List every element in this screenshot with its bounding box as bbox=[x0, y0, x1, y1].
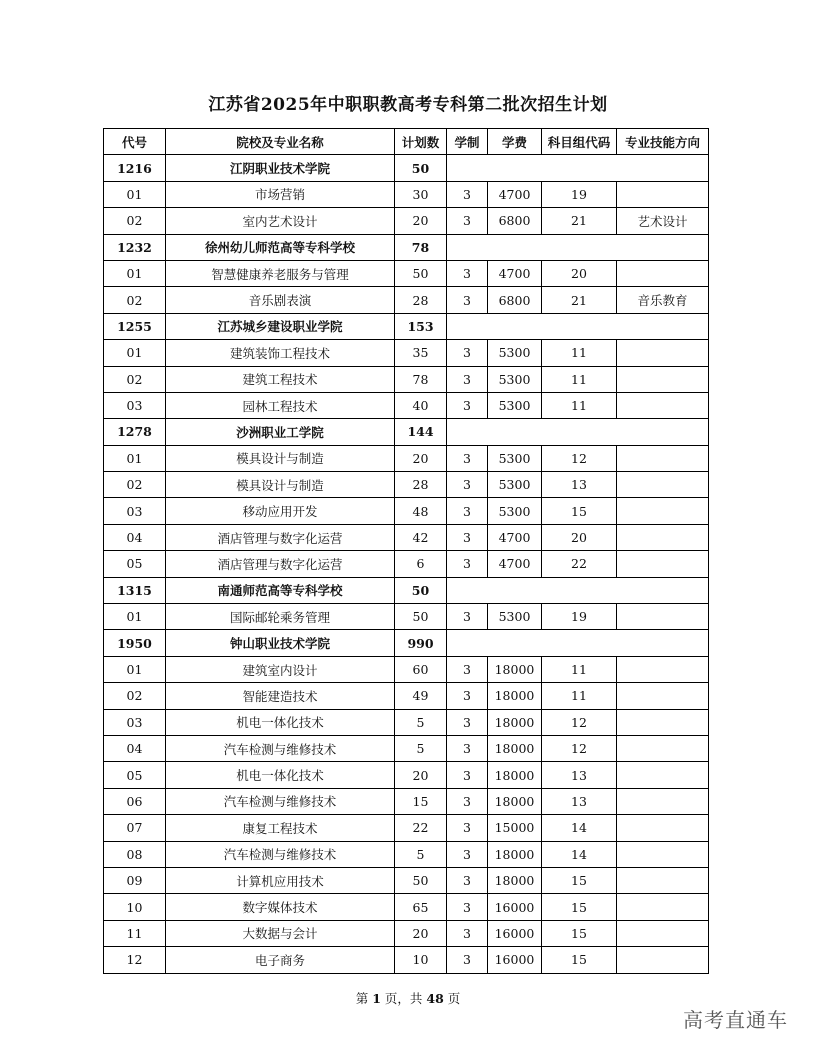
major-fee: 16000 bbox=[488, 894, 542, 920]
header-group: 科目组代码 bbox=[542, 129, 617, 155]
major-plan: 28 bbox=[395, 472, 447, 498]
major-skill bbox=[617, 472, 709, 498]
major-years: 3 bbox=[447, 867, 488, 893]
major-row bbox=[104, 340, 709, 366]
major-years: 3 bbox=[447, 788, 488, 814]
major-group: 19 bbox=[542, 181, 617, 207]
header-years: 学制 bbox=[447, 129, 488, 155]
major-plan: 49 bbox=[395, 683, 447, 709]
school-row bbox=[104, 630, 709, 656]
major-name: 机电一体化技术 bbox=[166, 709, 395, 735]
major-code: 04 bbox=[104, 524, 166, 550]
major-row bbox=[104, 656, 709, 682]
major-skill bbox=[617, 894, 709, 920]
major-fee: 18000 bbox=[488, 762, 542, 788]
major-plan: 50 bbox=[395, 867, 447, 893]
major-skill bbox=[617, 735, 709, 761]
major-fee: 18000 bbox=[488, 788, 542, 814]
school-name: 钟山职业技术学院 bbox=[166, 630, 395, 656]
major-group: 21 bbox=[542, 287, 617, 313]
major-plan: 20 bbox=[395, 208, 447, 234]
footer-middle: 页，共 bbox=[380, 991, 427, 1006]
major-years: 3 bbox=[447, 604, 488, 630]
major-group: 20 bbox=[542, 260, 617, 286]
major-years: 3 bbox=[447, 524, 488, 550]
major-skill: 音乐教育 bbox=[617, 287, 709, 313]
major-row bbox=[104, 208, 709, 234]
major-fee: 4700 bbox=[488, 524, 542, 550]
major-row bbox=[104, 366, 709, 392]
major-name: 智能建造技术 bbox=[166, 683, 395, 709]
major-plan: 60 bbox=[395, 656, 447, 682]
major-code: 01 bbox=[104, 260, 166, 286]
major-years: 3 bbox=[447, 762, 488, 788]
major-name: 建筑工程技术 bbox=[166, 366, 395, 392]
major-group: 15 bbox=[542, 920, 617, 946]
table-header-row bbox=[104, 129, 709, 155]
major-fee: 5300 bbox=[488, 366, 542, 392]
major-name: 酒店管理与数字化运营 bbox=[166, 524, 395, 550]
major-row bbox=[104, 867, 709, 893]
major-code: 05 bbox=[104, 762, 166, 788]
header-plan: 计划数 bbox=[395, 129, 447, 155]
footer-page-number: 1 bbox=[372, 991, 381, 1006]
school-row-blank bbox=[447, 419, 709, 445]
major-plan: 78 bbox=[395, 366, 447, 392]
major-fee: 18000 bbox=[488, 867, 542, 893]
major-code: 01 bbox=[104, 340, 166, 366]
major-years: 3 bbox=[447, 260, 488, 286]
major-group: 14 bbox=[542, 841, 617, 867]
major-row bbox=[104, 445, 709, 471]
major-group: 22 bbox=[542, 551, 617, 577]
major-group: 15 bbox=[542, 894, 617, 920]
major-skill bbox=[617, 445, 709, 471]
major-fee: 5300 bbox=[488, 498, 542, 524]
major-row bbox=[104, 788, 709, 814]
major-row bbox=[104, 709, 709, 735]
major-name: 园林工程技术 bbox=[166, 392, 395, 418]
major-row bbox=[104, 472, 709, 498]
major-row bbox=[104, 604, 709, 630]
enrollment-plan-table bbox=[103, 128, 709, 974]
major-skill: 艺术设计 bbox=[617, 208, 709, 234]
major-plan: 28 bbox=[395, 287, 447, 313]
school-plan: 50 bbox=[395, 155, 447, 181]
major-skill bbox=[617, 181, 709, 207]
major-row bbox=[104, 498, 709, 524]
major-group: 11 bbox=[542, 340, 617, 366]
major-name: 国际邮轮乘务管理 bbox=[166, 604, 395, 630]
school-plan: 50 bbox=[395, 577, 447, 603]
major-fee: 18000 bbox=[488, 841, 542, 867]
major-fee: 6800 bbox=[488, 287, 542, 313]
header-code: 代号 bbox=[104, 129, 166, 155]
school-row-blank bbox=[447, 630, 709, 656]
major-years: 3 bbox=[447, 287, 488, 313]
major-code: 08 bbox=[104, 841, 166, 867]
major-plan: 20 bbox=[395, 445, 447, 471]
major-skill bbox=[617, 392, 709, 418]
major-years: 3 bbox=[447, 445, 488, 471]
major-group: 11 bbox=[542, 656, 617, 682]
school-row-blank bbox=[447, 313, 709, 339]
major-row bbox=[104, 735, 709, 761]
major-group: 20 bbox=[542, 524, 617, 550]
school-name: 南通师范高等专科学校 bbox=[166, 577, 395, 603]
major-skill bbox=[617, 815, 709, 841]
major-name: 计算机应用技术 bbox=[166, 867, 395, 893]
school-row bbox=[104, 234, 709, 260]
major-name: 机电一体化技术 bbox=[166, 762, 395, 788]
major-plan: 20 bbox=[395, 920, 447, 946]
major-name: 模具设计与制造 bbox=[166, 472, 395, 498]
major-row bbox=[104, 815, 709, 841]
major-years: 3 bbox=[447, 683, 488, 709]
major-plan: 42 bbox=[395, 524, 447, 550]
major-name: 汽车检测与维修技术 bbox=[166, 788, 395, 814]
school-row-blank bbox=[447, 155, 709, 181]
major-row bbox=[104, 920, 709, 946]
major-name: 康复工程技术 bbox=[166, 815, 395, 841]
major-plan: 48 bbox=[395, 498, 447, 524]
major-code: 01 bbox=[104, 656, 166, 682]
major-group: 12 bbox=[542, 735, 617, 761]
header-skill: 专业技能方向 bbox=[617, 129, 709, 155]
major-group: 13 bbox=[542, 762, 617, 788]
major-group: 12 bbox=[542, 445, 617, 471]
major-group: 21 bbox=[542, 208, 617, 234]
major-row bbox=[104, 551, 709, 577]
major-plan: 30 bbox=[395, 181, 447, 207]
major-code: 02 bbox=[104, 208, 166, 234]
school-name: 江苏城乡建设职业学院 bbox=[166, 313, 395, 339]
major-code: 11 bbox=[104, 920, 166, 946]
school-name: 徐州幼儿师范高等专科学校 bbox=[166, 234, 395, 260]
major-skill bbox=[617, 340, 709, 366]
major-years: 3 bbox=[447, 392, 488, 418]
major-years: 3 bbox=[447, 498, 488, 524]
major-code: 04 bbox=[104, 735, 166, 761]
major-row bbox=[104, 683, 709, 709]
major-code: 06 bbox=[104, 788, 166, 814]
school-code: 1315 bbox=[104, 577, 166, 603]
major-years: 3 bbox=[447, 551, 488, 577]
major-row bbox=[104, 524, 709, 550]
school-row bbox=[104, 419, 709, 445]
major-code: 12 bbox=[104, 947, 166, 973]
major-plan: 35 bbox=[395, 340, 447, 366]
major-skill bbox=[617, 709, 709, 735]
major-years: 3 bbox=[447, 472, 488, 498]
major-fee: 4700 bbox=[488, 551, 542, 577]
major-group: 11 bbox=[542, 683, 617, 709]
major-fee: 15000 bbox=[488, 815, 542, 841]
major-skill bbox=[617, 920, 709, 946]
major-code: 02 bbox=[104, 683, 166, 709]
major-name: 市场营销 bbox=[166, 181, 395, 207]
major-code: 02 bbox=[104, 287, 166, 313]
major-row bbox=[104, 392, 709, 418]
major-group: 13 bbox=[542, 472, 617, 498]
major-plan: 40 bbox=[395, 392, 447, 418]
major-row bbox=[104, 287, 709, 313]
major-group: 19 bbox=[542, 604, 617, 630]
major-code: 07 bbox=[104, 815, 166, 841]
major-code: 10 bbox=[104, 894, 166, 920]
major-years: 3 bbox=[447, 841, 488, 867]
major-plan: 22 bbox=[395, 815, 447, 841]
major-fee: 4700 bbox=[488, 181, 542, 207]
major-skill bbox=[617, 762, 709, 788]
major-plan: 10 bbox=[395, 947, 447, 973]
major-years: 3 bbox=[447, 366, 488, 392]
major-years: 3 bbox=[447, 208, 488, 234]
major-plan: 5 bbox=[395, 841, 447, 867]
major-years: 3 bbox=[447, 920, 488, 946]
major-fee: 18000 bbox=[488, 656, 542, 682]
major-name: 移动应用开发 bbox=[166, 498, 395, 524]
major-skill bbox=[617, 260, 709, 286]
major-group: 13 bbox=[542, 788, 617, 814]
major-years: 3 bbox=[447, 340, 488, 366]
major-fee: 5300 bbox=[488, 340, 542, 366]
school-row bbox=[104, 313, 709, 339]
school-plan: 144 bbox=[395, 419, 447, 445]
major-plan: 6 bbox=[395, 551, 447, 577]
major-name: 电子商务 bbox=[166, 947, 395, 973]
major-group: 11 bbox=[542, 366, 617, 392]
footer-suffix: 页 bbox=[443, 991, 461, 1006]
major-fee: 18000 bbox=[488, 683, 542, 709]
major-plan: 15 bbox=[395, 788, 447, 814]
major-code: 02 bbox=[104, 472, 166, 498]
major-skill bbox=[617, 683, 709, 709]
major-skill bbox=[617, 498, 709, 524]
major-years: 3 bbox=[447, 815, 488, 841]
major-group: 11 bbox=[542, 392, 617, 418]
major-fee: 16000 bbox=[488, 947, 542, 973]
major-skill bbox=[617, 524, 709, 550]
major-name: 大数据与会计 bbox=[166, 920, 395, 946]
footer-prefix: 第 bbox=[355, 991, 373, 1006]
major-fee: 5300 bbox=[488, 392, 542, 418]
school-code: 1255 bbox=[104, 313, 166, 339]
major-skill bbox=[617, 947, 709, 973]
major-fee: 5300 bbox=[488, 445, 542, 471]
major-group: 15 bbox=[542, 947, 617, 973]
major-fee: 5300 bbox=[488, 472, 542, 498]
major-years: 3 bbox=[447, 181, 488, 207]
school-plan: 990 bbox=[395, 630, 447, 656]
major-group: 15 bbox=[542, 498, 617, 524]
major-skill bbox=[617, 841, 709, 867]
major-name: 音乐剧表演 bbox=[166, 287, 395, 313]
major-skill bbox=[617, 788, 709, 814]
major-group: 14 bbox=[542, 815, 617, 841]
major-skill bbox=[617, 604, 709, 630]
major-group: 12 bbox=[542, 709, 617, 735]
major-code: 05 bbox=[104, 551, 166, 577]
major-code: 01 bbox=[104, 604, 166, 630]
school-code: 1278 bbox=[104, 419, 166, 445]
school-row-blank bbox=[447, 577, 709, 603]
major-years: 3 bbox=[447, 656, 488, 682]
major-plan: 5 bbox=[395, 709, 447, 735]
major-row bbox=[104, 947, 709, 973]
major-years: 3 bbox=[447, 709, 488, 735]
major-fee: 18000 bbox=[488, 735, 542, 761]
major-row bbox=[104, 260, 709, 286]
major-code: 02 bbox=[104, 366, 166, 392]
school-code: 1216 bbox=[104, 155, 166, 181]
major-name: 酒店管理与数字化运营 bbox=[166, 551, 395, 577]
major-name: 智慧健康养老服务与管理 bbox=[166, 260, 395, 286]
major-fee: 4700 bbox=[488, 260, 542, 286]
school-plan: 78 bbox=[395, 234, 447, 260]
major-skill bbox=[617, 366, 709, 392]
major-row bbox=[104, 181, 709, 207]
major-name: 建筑装饰工程技术 bbox=[166, 340, 395, 366]
major-code: 03 bbox=[104, 498, 166, 524]
major-name: 汽车检测与维修技术 bbox=[166, 735, 395, 761]
major-code: 01 bbox=[104, 445, 166, 471]
major-plan: 65 bbox=[395, 894, 447, 920]
page-title: 江苏省2025年中职职教高考专科第二批次招生计划 bbox=[208, 95, 608, 115]
major-code: 03 bbox=[104, 392, 166, 418]
school-name: 江阴职业技术学院 bbox=[166, 155, 395, 181]
header-name: 院校及专业名称 bbox=[166, 129, 395, 155]
major-fee: 16000 bbox=[488, 920, 542, 946]
major-row bbox=[104, 841, 709, 867]
school-row-blank bbox=[447, 234, 709, 260]
major-plan: 20 bbox=[395, 762, 447, 788]
major-fee: 18000 bbox=[488, 709, 542, 735]
major-years: 3 bbox=[447, 947, 488, 973]
major-skill bbox=[617, 656, 709, 682]
footer-total-pages: 48 bbox=[426, 991, 444, 1006]
school-code: 1232 bbox=[104, 234, 166, 260]
major-skill bbox=[617, 867, 709, 893]
school-row bbox=[104, 155, 709, 181]
major-name: 数字媒体技术 bbox=[166, 894, 395, 920]
major-code: 09 bbox=[104, 867, 166, 893]
school-plan: 153 bbox=[395, 313, 447, 339]
major-name: 室内艺术设计 bbox=[166, 208, 395, 234]
major-name: 汽车检测与维修技术 bbox=[166, 841, 395, 867]
major-name: 建筑室内设计 bbox=[166, 656, 395, 682]
major-plan: 50 bbox=[395, 260, 447, 286]
school-code: 1950 bbox=[104, 630, 166, 656]
major-fee: 6800 bbox=[488, 208, 542, 234]
watermark: 高考直通车 bbox=[683, 1008, 788, 1032]
major-plan: 5 bbox=[395, 735, 447, 761]
school-row bbox=[104, 577, 709, 603]
major-name: 模具设计与制造 bbox=[166, 445, 395, 471]
header-fee: 学费 bbox=[488, 129, 542, 155]
major-fee: 5300 bbox=[488, 604, 542, 630]
major-row bbox=[104, 762, 709, 788]
school-name: 沙洲职业工学院 bbox=[166, 419, 395, 445]
major-plan: 50 bbox=[395, 604, 447, 630]
major-code: 03 bbox=[104, 709, 166, 735]
major-years: 3 bbox=[447, 735, 488, 761]
major-row bbox=[104, 894, 709, 920]
major-group: 15 bbox=[542, 867, 617, 893]
major-skill bbox=[617, 551, 709, 577]
major-code: 01 bbox=[104, 181, 166, 207]
major-years: 3 bbox=[447, 894, 488, 920]
